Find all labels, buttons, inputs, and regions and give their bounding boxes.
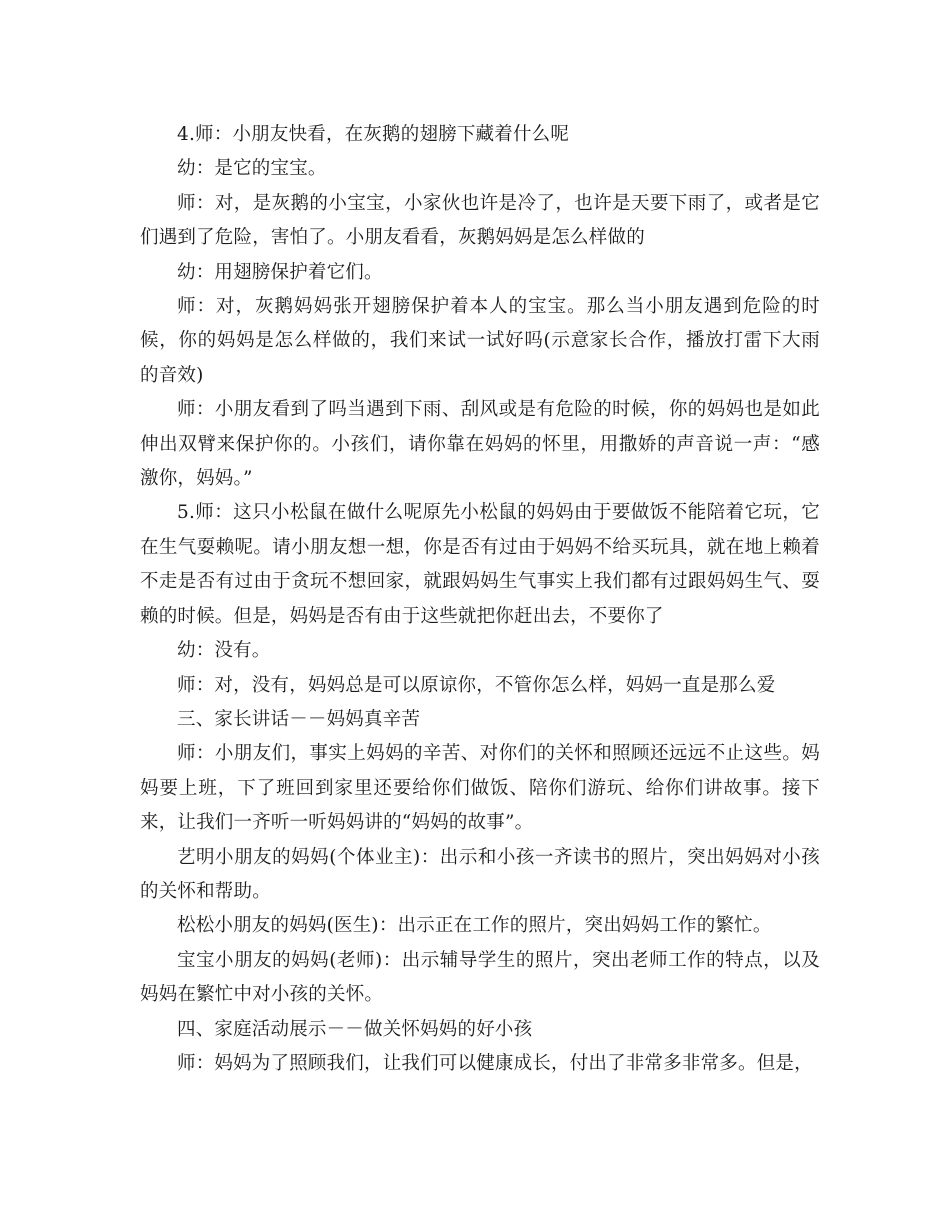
paragraph-9: 师：对，没有，妈妈总是可以原谅你，不管你怎么样，妈妈一直是那么爱: [177, 674, 776, 696]
paragraph-11: 师：小朋友们，事实上妈妈的辛苦、对你们的关怀和照顾还远远不止这些。妈妈要上班，下了班回到家里还要给你们做饭、陪你们游玩、给你们讲故事。接下来，让我们一齐听一听妈妈讲的“妈妈的故事”。: [140, 743, 820, 834]
document-body: [140, 118, 820, 1081]
paragraph-5: 师：对，灰鹅妈妈张开翅膀保护着本人的宝宝。那么当小朋友遇到危险的时候，你的妈妈是怎么样做的，我们来试一试好吗(示意家长合作，播放打雷下大雨的音效): [140, 296, 820, 386]
paragraph-1: 4.师：小朋友快看，在灰鹅的翅膀下藏着什么呢: [177, 124, 570, 145]
paragraph-4: 幼：用翅膀保护着它们。: [177, 261, 383, 283]
paragraph-8: 幼：没有。: [177, 640, 271, 662]
paragraph-16: 师：妈妈为了照顾我们，让我们可以健康成长，付出了非常多非常多。但是，: [177, 1052, 813, 1074]
paragraph-2: 幼：是它的宝宝。: [177, 158, 327, 180]
paragraph-6: 师：小朋友看到了吗当遇到下雨、刮风或是有危险的时候，你的妈妈也是如此伸出双臂来保护你的。小孩们，请你靠在妈妈的怀里，用撒娇的声音说一声：“感激你，妈妈。”: [140, 399, 820, 490]
paragraph-3: 师：对，是灰鹅的小宝宝，小家伙也许是冷了，也许是天要下雨了，或者是它们遇到了危险，害怕了。小朋友看看，灰鹅妈妈是怎么样做的: [140, 192, 820, 249]
paragraph-7: 5.师：这只小松鼠在做什么呢原先小松鼠的妈妈由于要做饭不能陪着它玩，它在生气耍赖呢。请小朋友想一想，你是否有过由于妈妈不给买玩具，就在地上赖着不走是否有过由于贪玩不想回家，就跟妈妈生气事实上我们都有过跟妈妈生气、耍赖的时候。但是，妈妈是否有由于这些就把你赶出去，不要你了: [140, 502, 820, 627]
section-heading-4: 四、家庭活动展示－－做关怀妈妈的好小孩: [177, 1018, 533, 1040]
paragraph-12: 艺明小朋友的妈妈(个体业主)：出示和小孩一齐读书的照片，突出妈妈对小孩的关怀和帮助。: [140, 846, 820, 902]
section-heading-3: 三、家长讲话－－妈妈真辛苦: [177, 708, 421, 730]
paragraph-13: 松松小朋友的妈妈(医生)：出示正在工作的照片，突出妈妈工作的繁忙。: [177, 915, 772, 937]
paragraph-14: 宝宝小朋友的妈妈(老师)：出示辅导学生的照片，突出老师工作的特点，以及妈妈在繁忙中对小孩的关怀。: [140, 949, 820, 1006]
